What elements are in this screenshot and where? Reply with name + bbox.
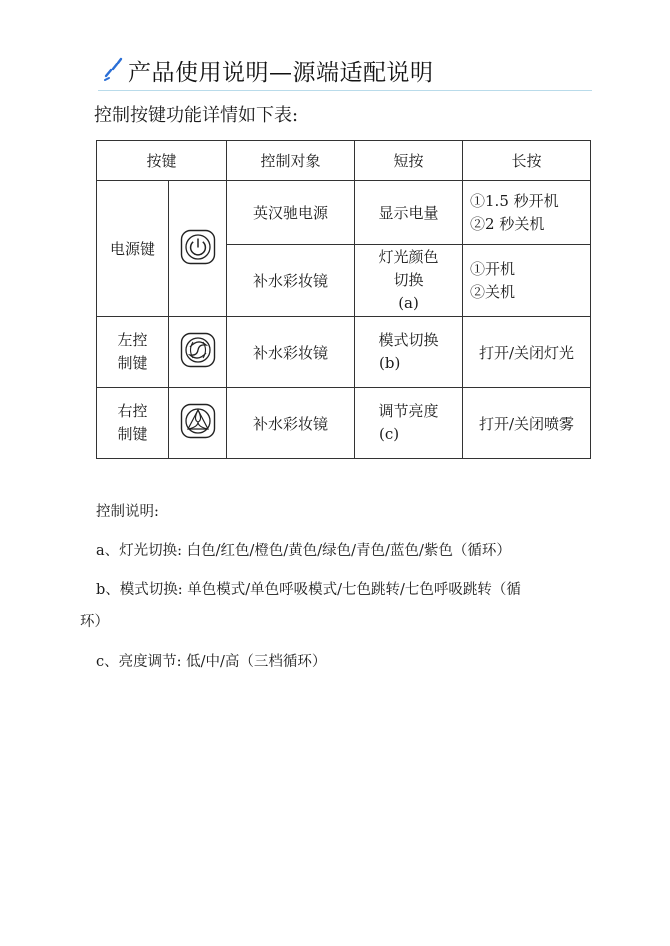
table-header-row — [97, 141, 591, 181]
notes-title: 控制说明: — [96, 504, 159, 520]
table-row — [97, 388, 591, 459]
left-target: 补水彩妆镜 — [227, 317, 355, 388]
power-icon — [180, 229, 216, 265]
right-long: 打开/关闭喷雾 — [463, 388, 591, 459]
key-right-icon-cell — [169, 388, 227, 459]
power-target-2: 补水彩妆镜 — [227, 245, 355, 317]
left-short: 模式切换 (b) — [355, 317, 463, 388]
note-b-line2: 环） — [80, 614, 109, 630]
header-long-press: 长按 — [463, 141, 591, 181]
note-c: c、亮度调节: 低/中/高（三档循环） — [96, 654, 327, 670]
table-row — [97, 317, 591, 388]
header-key: 按键 — [97, 141, 227, 181]
power-short-1: 显示电量 — [355, 181, 463, 245]
power-target-1: 英汉驰电源 — [227, 181, 355, 245]
header-target: 控制对象 — [227, 141, 355, 181]
page-title: 产品使用说明—源端适配说明 — [128, 60, 434, 86]
triangle-petal-icon — [180, 403, 216, 439]
power-short-2: 灯光颜色 切换 (a) — [355, 245, 463, 317]
fan-swirl-icon — [180, 332, 216, 368]
control-keys-table — [96, 140, 591, 459]
right-target: 补水彩妆镜 — [227, 388, 355, 459]
header-divider — [98, 90, 592, 91]
note-b-line1: b、模式切换: 单色模式/单色呼吸模式/七色跳转/七色呼吸跳转（循 — [96, 582, 521, 598]
table-row — [97, 181, 591, 245]
key-power-label: 电源键 — [97, 181, 169, 317]
key-right-label: 右控 制键 — [97, 388, 169, 459]
note-a: a、灯光切换: 白色/红色/橙色/黄色/绿色/青色/蓝色/紫色（循环） — [96, 543, 511, 559]
page-header — [98, 52, 592, 92]
key-left-label: 左控 制键 — [97, 317, 169, 388]
right-short: 调节亮度 (c) — [355, 388, 463, 459]
power-long-2: ①开机 ②关机 — [463, 245, 591, 317]
key-left-icon-cell — [169, 317, 227, 388]
left-long: 打开/关闭灯光 — [463, 317, 591, 388]
key-power-icon-cell — [169, 181, 227, 317]
lightning-icon — [102, 56, 124, 82]
power-long-1: ①1.5 秒开机 ②2 秒关机 — [463, 181, 591, 245]
intro-text: 控制按键功能详情如下表: — [94, 105, 299, 126]
header-short-press: 短按 — [355, 141, 463, 181]
